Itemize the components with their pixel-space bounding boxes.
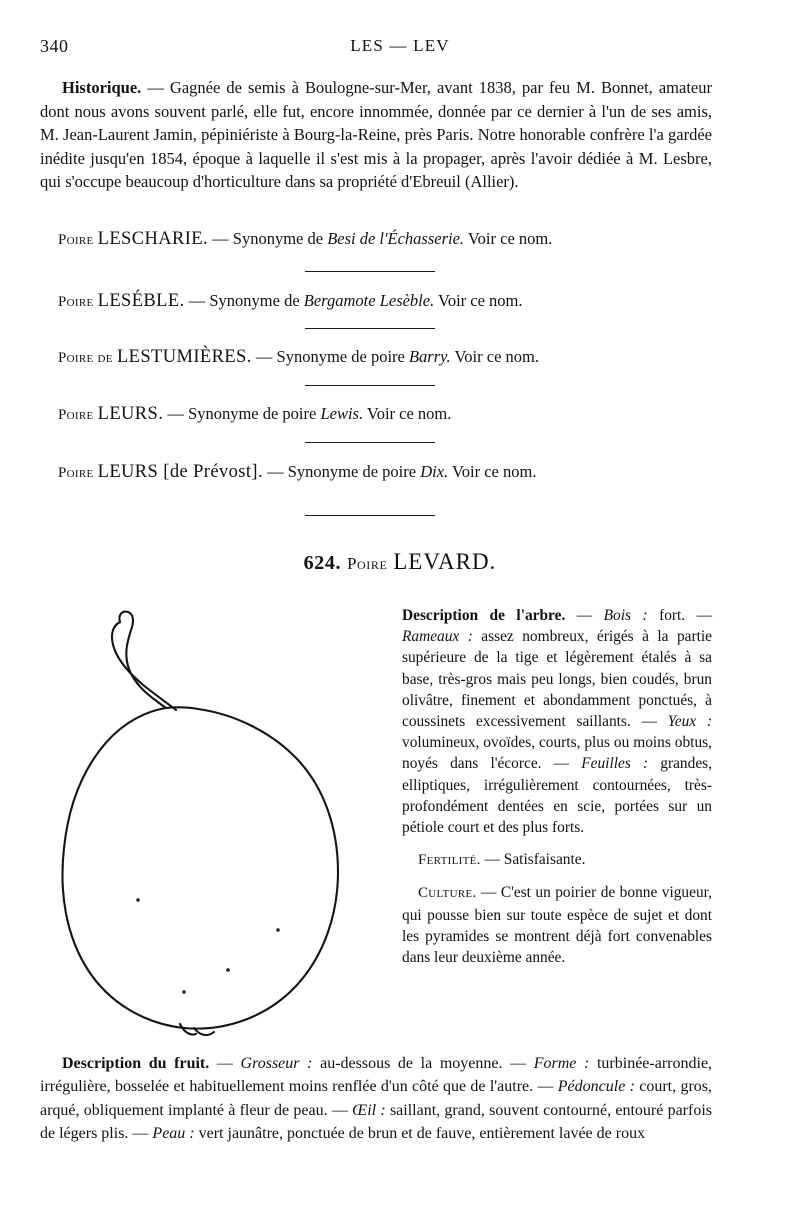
culture-label: Culture.	[418, 885, 477, 902]
synonym-entry	[58, 403, 718, 426]
synonym-name: LEURS.	[97, 404, 164, 424]
synonym-kind: Poire	[58, 232, 94, 248]
forme-label: Forme :	[533, 1055, 590, 1072]
synonym-entry	[58, 290, 718, 313]
fruit-description-label: Description du fruit.	[62, 1055, 210, 1072]
synonym-lead: Synonyme de poire	[188, 404, 317, 423]
yeux-text: volumineux, ovoïdes, courts, plus ou moins obtus, noyés dans l'écorce. —	[402, 734, 712, 773]
peau-label: Peau :	[152, 1125, 195, 1143]
synonym-kind: Poire	[58, 294, 94, 310]
grosseur-label: Grosseur :	[240, 1055, 313, 1072]
entry-kind: Poire	[346, 554, 388, 573]
synonym-tail: Voir ce nom.	[467, 229, 553, 248]
tree-description-label: Description de l'arbre.	[402, 607, 566, 624]
synonym-tail: Voir ce nom.	[454, 347, 539, 366]
running-head	[40, 36, 760, 58]
tree-description-column	[402, 605, 712, 968]
peau-text: vert jaunâtre, ponctuée de brun et de fauve, entièrement lavée de roux	[194, 1125, 646, 1143]
fruit-description-intro: —	[209, 1055, 241, 1072]
forme-text: turbinée-arrondie, irrégulière, bosselée et habituellement moins renflée d'un côté que de l'autre. —	[40, 1055, 713, 1096]
synonym-entry	[58, 461, 718, 484]
synonym-kind: Poire	[58, 465, 94, 481]
section-divider	[305, 385, 435, 386]
section-divider	[305, 328, 435, 329]
synonym-dash: —	[267, 462, 284, 481]
grosseur-text: au-dessous de la moyenne. —	[312, 1055, 534, 1072]
synonym-name: LEURS [de Prévost].	[97, 462, 263, 482]
entry-number: 624.	[303, 552, 342, 574]
synonym-dash: —	[255, 347, 273, 366]
oeil-text: saillant, grand, souvent contourné, entouré parfois de légers plis. —	[40, 1101, 713, 1143]
synonym-reference: Bergamote Lesèble.	[303, 291, 435, 310]
synonym-name: LESTUMIÈRES.	[116, 347, 252, 367]
synonym-tail: Voir ce nom.	[366, 404, 452, 423]
entry-title: LEVARD.	[393, 549, 497, 574]
fruit-description-paragraph	[40, 1052, 712, 1146]
fertilite-label: Fertilité.	[418, 852, 481, 869]
historique-paragraph	[40, 76, 712, 194]
culture-paragraph	[402, 882, 712, 968]
synonym-entry	[58, 346, 718, 369]
synonym-lead: Synonyme de	[209, 291, 300, 310]
section-divider	[305, 271, 435, 272]
synonym-name: LESÉBLE.	[97, 291, 185, 311]
pear-line-drawing-icon	[42, 600, 372, 1060]
tree-description-paragraph	[402, 605, 712, 838]
historique-label: Historique.	[62, 78, 142, 97]
synonym-reference: Barry.	[408, 347, 451, 366]
synonym-entry	[58, 228, 718, 251]
synonym-lead: Synonyme de poire	[276, 347, 405, 366]
yeux-label: Yeux :	[667, 713, 712, 731]
culture-text: — C'est un poirier de bonne vigueur, qui pousse bien sur toute espèce de sujet et dont les pyramides se montrent déjà fort convenables dans leur deuxième année.	[402, 884, 712, 967]
synonym-tail: Voir ce nom.	[438, 291, 523, 310]
pedoncule-label: Pédoncule :	[557, 1078, 635, 1096]
section-divider	[305, 515, 435, 516]
synonym-tail: Voir ce nom.	[451, 462, 537, 481]
page-title	[0, 549, 800, 575]
section-divider	[305, 442, 435, 443]
synonym-reference: Dix.	[420, 462, 449, 481]
historique-text: — Gagnée de semis à Boulogne-sur-Mer, avant 1838, par feu M. Bonnet, amateur dont nous avons souvent parlé, elle fut, encore innommée, donnée par ce dernier à l'un de ses amis, M. Jean-Laurent Jamin, pépiniériste à Bourg-la-Reine, près Paris. Notre honorable confrère l'a gardée inédite jusqu'en 1854, époque à laquelle il s'est mis à la propager, après l'avoir dédiée à M. Lesbre, qui s'occupe beaucoup d'horticulture dans sa propriété d'Ebreuil (Allier).	[40, 78, 712, 192]
synonym-lead: Synonyme de poire	[287, 462, 417, 481]
synonym-name: LESCHARIE.	[97, 229, 209, 249]
pear-illustration	[42, 600, 372, 1060]
feuilles-text: grandes, elliptiques, irrégulièrement contournées, très-profondément dentées en scie, portées sur un pétiole court et des plus forts.	[402, 755, 712, 837]
synonym-lead: Synonyme de	[232, 229, 324, 248]
synonym-dash: —	[188, 291, 206, 310]
tree-description-intro: —	[565, 607, 604, 624]
pedoncule-text: court, gros, arqué, obliquement implanté à fleur de peau. —	[40, 1078, 712, 1119]
synonym-reference: Lewis.	[320, 404, 364, 423]
synonym-kind: Poire de	[58, 350, 113, 366]
rameaux-label: Rameaux :	[402, 628, 473, 646]
fertilite-text: — Satisfaisante.	[480, 851, 586, 869]
rameaux-text: assez nombreux, érigés à la partie supérieure de la tige et légèrement étalés à sa base, très-gros mais peu longs, bien coudés, brun olivâtre, finement et abondamment ponctués, à coussinets excessivement saillants. —	[402, 628, 712, 731]
synonym-dash: —	[167, 404, 184, 423]
bois-text: fort. —	[647, 607, 713, 624]
bois-label: Bois :	[603, 607, 648, 624]
running-head-title: LES — LEV	[350, 36, 450, 55]
synonym-dash: —	[212, 229, 229, 248]
synonym-kind: Poire	[58, 407, 94, 423]
fertilite-paragraph	[402, 849, 712, 871]
oeil-label: Œil :	[352, 1101, 386, 1119]
synonym-reference: Besi de l'Échasserie.	[327, 229, 465, 248]
page-folio: 340	[40, 36, 69, 56]
feuilles-label: Feuilles :	[581, 755, 649, 773]
